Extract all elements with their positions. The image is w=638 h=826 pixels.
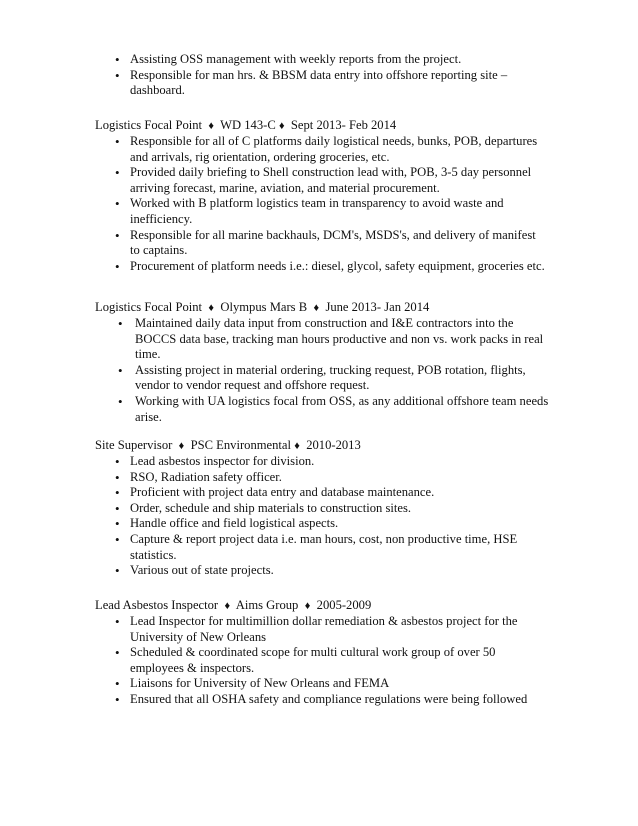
- list-item: • Working with UA logistics focal from OSS, as any additional offshore team needs arise.: [95, 394, 553, 425]
- section-continuation: [95, 52, 565, 99]
- job-heading: [95, 438, 565, 454]
- bullet-list: [95, 52, 565, 99]
- job-company: Olympus Mars B: [220, 300, 308, 314]
- list-item: • Capture & report project data i.e. man hours, cost, non productive time, HSE statistics.: [95, 532, 548, 563]
- section-logistics-olympus: [95, 300, 565, 425]
- job-title: Site Supervisor: [95, 438, 173, 452]
- list-item: • Handle office and field logistical aspects.: [95, 516, 548, 532]
- bullet-list: [95, 316, 565, 425]
- diamond-icon: ♦: [208, 120, 215, 132]
- list-item: • Maintained daily data input from construction and I&E contractors into the BOCCS data base, tracking man hours productive and non vs. work packs in real time.: [95, 316, 553, 363]
- list-item: • Ensured that all OSHA safety and compliance regulations were being followed: [95, 692, 548, 708]
- list-item: • Lead asbestos inspector for division.: [95, 454, 548, 470]
- diamond-icon: ♦: [208, 302, 215, 314]
- job-title: Logistics Focal Point: [95, 300, 203, 314]
- job-heading: [95, 118, 565, 134]
- diamond-icon: ♦: [313, 302, 320, 314]
- list-item: • Assisting project in material ordering, trucking request, POB rotation, flights, vendor to vendor request and offshore request.: [95, 363, 553, 394]
- list-item: • Responsible for all of C platforms daily logistical needs, bunks, POB, departures and arrivals, rig orientation, ordering groceries, etc.: [95, 134, 548, 165]
- diamond-icon: ♦: [224, 600, 231, 612]
- list-item: • Provided daily briefing to Shell construction lead with, POB, 3-5 day personnel arriving forecast, marine, aviation, and material procurement.: [95, 165, 548, 196]
- job-heading: [95, 598, 565, 614]
- list-item: • Lead Inspector for multimillion dollar remediation & asbestos project for the University of New Orleans: [95, 614, 548, 645]
- job-company: PSC Environmental: [190, 438, 292, 452]
- list-item: • Worked with B platform logistics team in transparency to avoid waste and inefficiency.: [95, 196, 548, 227]
- list-item: • Liaisons for University of New Orleans and FEMA: [95, 676, 548, 692]
- bullet-list: [95, 454, 565, 579]
- bullet-list: [95, 614, 565, 708]
- diamond-icon: ♦: [178, 440, 185, 452]
- list-item: • Various out of state projects.: [95, 563, 548, 579]
- job-title: Logistics Focal Point: [95, 118, 203, 132]
- list-item: • Procurement of platform needs i.e.: diesel, glycol, safety equipment, groceries etc.: [95, 259, 548, 275]
- section-logistics-wd143c: [95, 118, 565, 274]
- list-item: • Proficient with project data entry and database maintenance.: [95, 485, 548, 501]
- diamond-icon: ♦: [294, 440, 300, 452]
- diamond-icon: ♦: [304, 600, 311, 612]
- list-item: • Responsible for man hrs. & BBSM data entry into offshore reporting site – dashboard.: [95, 68, 548, 99]
- list-item: • Assisting OSS management with weekly reports from the project.: [95, 52, 548, 68]
- list-item: • Responsible for all marine backhauls, DCM's, MSDS's, and delivery of manifest to captains.: [95, 228, 548, 259]
- diamond-icon: ♦: [278, 120, 285, 132]
- job-dates: 2010-2013: [306, 438, 361, 452]
- job-dates: 2005-2009: [316, 598, 372, 612]
- list-item: • RSO, Radiation safety officer.: [95, 470, 548, 486]
- bullet-list: [95, 134, 565, 274]
- job-dates: June 2013- Jan 2014: [325, 300, 430, 314]
- job-company: WD 143-C: [220, 118, 276, 132]
- job-heading: [95, 300, 565, 316]
- job-dates: Sept 2013- Feb 2014: [290, 118, 397, 132]
- job-company: Aims Group: [235, 598, 299, 612]
- list-item: • Scheduled & coordinated scope for multi cultural work group of over 50 employees & inspectors.: [95, 645, 548, 676]
- section-site-supervisor: [95, 438, 565, 579]
- section-lead-asbestos-inspector: [95, 598, 565, 708]
- list-item: • Order, schedule and ship materials to construction sites.: [95, 501, 548, 517]
- job-title: Lead Asbestos Inspector: [95, 598, 219, 612]
